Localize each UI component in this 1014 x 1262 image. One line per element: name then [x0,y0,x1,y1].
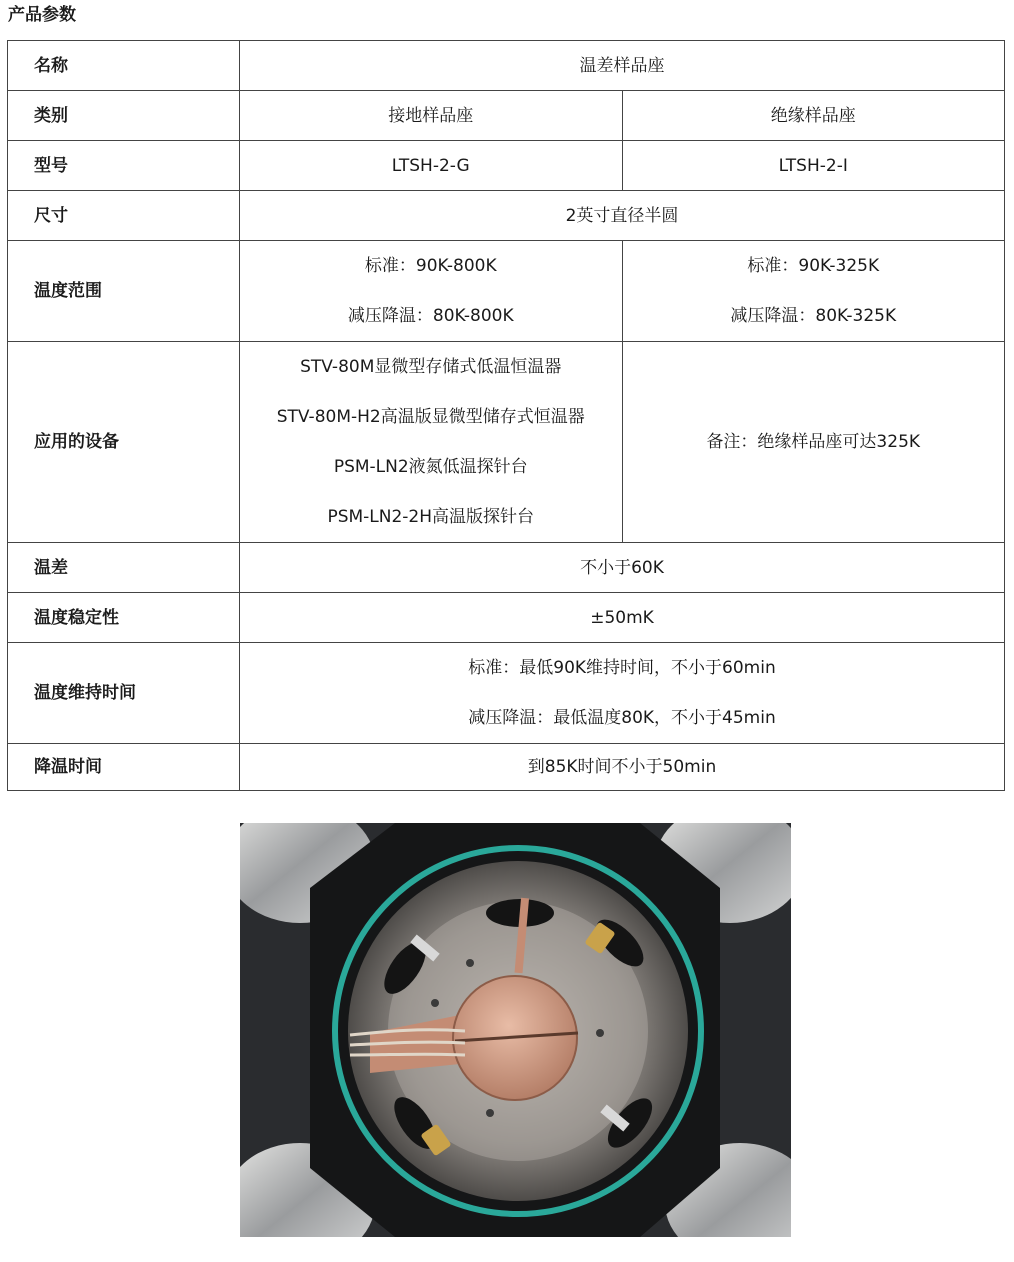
row-value: 接地样品座 [240,91,623,141]
row-value: 2英寸直径半圆 [240,191,1005,241]
cell-line: 标准：90K-325K [747,256,880,276]
table-row [8,141,1005,191]
row-value: LTSH-2-G [240,141,623,191]
row-value [622,241,1005,342]
row-value: ±50mK [240,593,1005,643]
table-row [8,191,1005,241]
row-label: 温度维持时间 [8,643,240,744]
cell-line: 减压降温：80K-800K [347,306,514,326]
row-label: 温差 [8,543,240,593]
row-value: 绝缘样品座 [622,91,1005,141]
device-item: STV-80M-H2高温版显微型储存式恒温器 [276,407,585,427]
product-photo [240,823,791,1237]
table-row [8,41,1005,91]
row-value [240,643,1005,744]
row-label: 名称 [8,41,240,91]
row-value: 不小于60K [240,543,1005,593]
table-row [8,543,1005,593]
table-row [8,744,1005,791]
row-label: 温度范围 [8,241,240,342]
row-value: 到85K时间不小于50min [240,744,1005,791]
row-value [240,241,623,342]
table-row [8,342,1005,543]
row-value: 温差样品座 [240,41,1005,91]
cell-line: 减压降温：80K-325K [730,306,897,326]
section-title: 产品参数 [8,5,76,25]
row-label: 尺寸 [8,191,240,241]
device-item: STV-80M显微型存储式低温恒温器 [300,357,562,377]
cell-line: 标准：最低90K维持时间，不小于60min [468,658,776,678]
device-item: PSM-LN2液氮低温探针台 [333,457,528,477]
row-label: 温度稳定性 [8,593,240,643]
row-label: 应用的设备 [8,342,240,543]
cell-line: 标准：90K-800K [364,256,497,276]
row-value [240,342,623,543]
table-row [8,593,1005,643]
row-value: 备注：绝缘样品座可达325K [622,342,1005,543]
product-parameters-table [7,40,1005,791]
table-row [8,643,1005,744]
table-row [8,241,1005,342]
cell-line: 减压降温：最低温度80K，不小于45min [468,708,776,728]
row-label: 型号 [8,141,240,191]
device-item: PSM-LN2-2H高温版探针台 [327,507,535,527]
table-row [8,91,1005,141]
row-label: 类别 [8,91,240,141]
row-value: LTSH-2-I [622,141,1005,191]
row-label: 降温时间 [8,744,240,791]
sample-holder-illustration [240,823,791,1237]
